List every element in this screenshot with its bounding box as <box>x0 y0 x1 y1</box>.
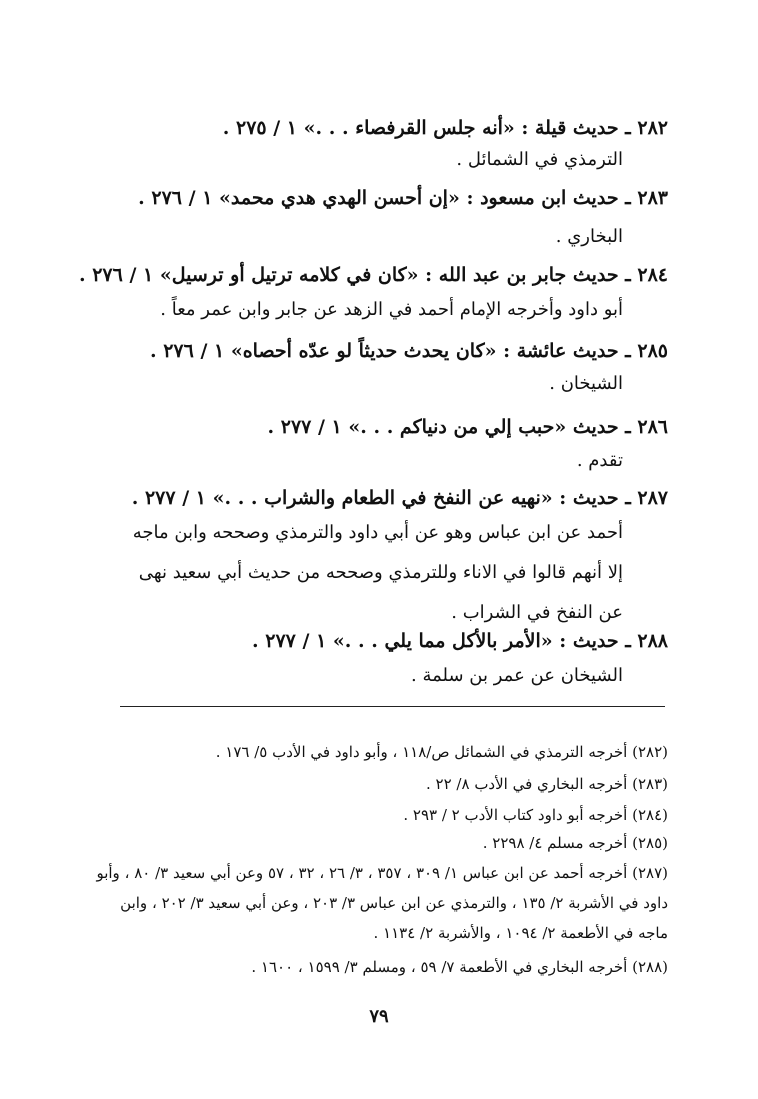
entry-heading: ٢٨٣ ـ حديث ابن مسعود : «إن أحسن الهدي هدي محمد» ١ / ٢٧٦ . <box>138 187 668 209</box>
entry-text: الشيخان . <box>549 373 623 394</box>
footnote: (٢٨٧) أخرجه أحمد عن ابن عباس ١/ ٣٠٩ ، ٣٥٧ ، ٣/ ٢٦ ، ٣٢ ، ٥٧ وعن أبي سعيد ٣/ ٨٠ ، وأبو داود في الأشربة ٢/ ١٣٥ ، والترمذي عن ابن عباس ٣/ ٢٠٣ ، وعن أبي سعيد ٣/ ٢٠٢ ، وابن ماجه في الأطعمة ٢/ ١٠٩٤ ، والأشربة ٢/ ١١٣٤ . <box>96 864 668 942</box>
entry-text: أبو داود وأخرجه الإمام أحمد في الزهد عن جابر وابن عمر معاً . <box>160 299 623 320</box>
entry-heading: ٢٨٦ ـ حديث «حبب إلي من دنياكم . . .» ١ / ٢٧٧ . <box>267 416 668 438</box>
entry-text: تقدم . <box>576 450 623 471</box>
entry-text: الشيخان عن عمر بن سلمة . <box>411 665 623 686</box>
entry-heading: ٢٨٢ ـ حديث قيلة : «أنه جلس القرفصاء . . .» ١ / ٢٧٥ . <box>222 117 668 139</box>
footnote: (٢٨٣) أخرجه البخاري في الأدب ٨/ ٢٢ . <box>425 775 668 793</box>
footnote: (٢٨٤) أخرجه أبو داود كتاب الأدب ٢ / ٢٩٣ . <box>403 806 668 824</box>
entry-text: البخاري . <box>555 226 623 247</box>
footnote-divider <box>120 706 665 707</box>
page-number: ٧٩ <box>369 1006 389 1027</box>
footnote: (٢٨٨) أخرجه البخاري في الأطعمة ٧/ ٥٩ ، ومسلم ٣/ ١٥٩٩ ، ١٦٠٠ . <box>251 958 668 976</box>
footnote: (٢٨٥) أخرجه مسلم ٤/ ٢٢٩٨ . <box>482 834 668 852</box>
entry-text: أحمد عن ابن عباس وهو عن أبي داود والترمذي وصححه وابن ماجه إلا أنهم قالوا في الاناء وللترمذي وصححه من حديث أبي سعيد نهى عن النفخ في الشراب . <box>132 522 623 623</box>
entry-heading: ٢٨٨ ـ حديث : «الأمر بالأكل مما يلي . . .» ١ / ٢٧٧ . <box>252 630 668 652</box>
entry-heading: ٢٨٥ ـ حديث عائشة : «كان يحدث حديثاً لو عدّه أحصاه» ١ / ٢٧٦ . <box>149 340 668 362</box>
entry-text: الترمذي في الشمائل . <box>456 149 623 170</box>
entry-heading: ٢٨٤ ـ حديث جابر بن عبد الله : «كان في كلامه ترتيل أو ترسيل» ١ / ٢٧٦ . <box>78 264 668 286</box>
entry-heading: ٢٨٧ ـ حديث : «نهيه عن النفخ في الطعام والشراب . . .» ١ / ٢٧٧ . <box>131 487 668 509</box>
footnote: (٢٨٢) أخرجه الترمذي في الشمائل ص/١١٨ ، وأبو داود في الأدب ٥/ ١٧٦ . <box>215 743 668 761</box>
